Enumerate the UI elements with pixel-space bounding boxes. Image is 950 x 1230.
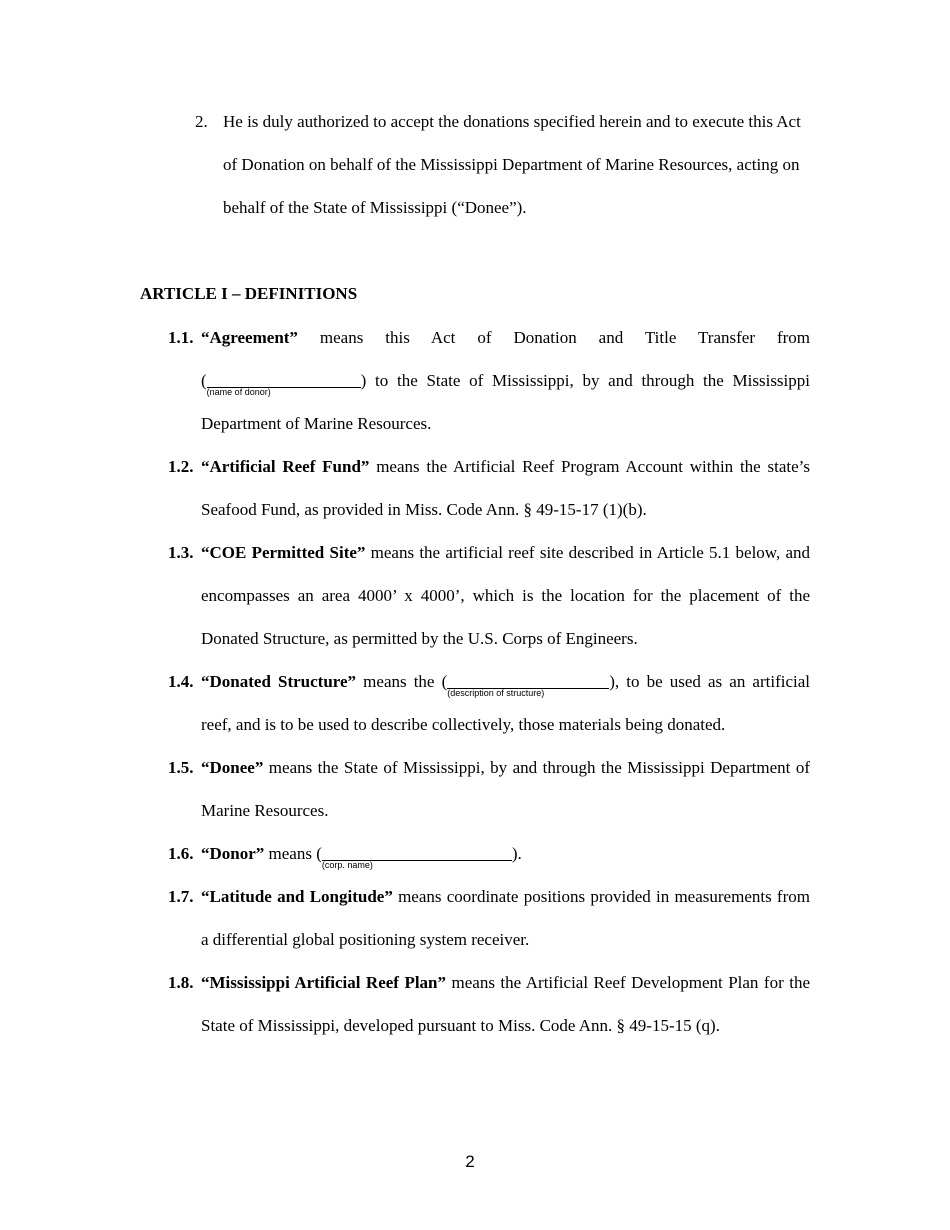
definition-number: 1.6. — [168, 844, 194, 863]
definition-text-rest: ), to be used as an artificial reef, and is to be used to describe collectively, those materials being donated. — [201, 672, 811, 734]
definition-term: “Artificial Reef Fund” — [201, 457, 370, 476]
definition-number: 1.8. — [168, 973, 194, 992]
numbered-clause-2 — [195, 100, 817, 229]
definition-open-paren: ( — [201, 371, 207, 390]
article-heading: ARTICLE I – DEFINITIONS — [140, 284, 358, 303]
definition-agreement — [168, 316, 810, 445]
definition-body — [201, 531, 810, 660]
definition-number: 1.1. — [168, 328, 194, 347]
definition-term: “Donor” — [201, 844, 265, 863]
definition-text: means the artificial reef site described in Article 5.1 below, and encompasses an area 4000’ x 4000’, which is the location for the placement of the Donated Structure, as permitted by the U.S. Corps of Engineers. — [201, 543, 811, 648]
definition-body — [201, 875, 810, 961]
definition-donee — [168, 746, 810, 832]
definition-number: 1.2. — [168, 457, 194, 476]
definition-term: “Donee” — [201, 758, 264, 777]
definition-body — [201, 832, 810, 875]
definition-text: means ( — [268, 844, 322, 863]
definition-donor — [168, 832, 810, 875]
definition-donated-structure — [168, 660, 810, 746]
definition-term: “Latitude and Longitude” — [201, 887, 393, 906]
definition-term: “COE Permitted Site” — [201, 543, 366, 562]
clause-text: He is duly authorized to accept the donations specified herein and to execute this Act of Donation on behalf of the Mississippi Department of Marine Resources, acting on behalf of the State of Mississippi (“Donee”). — [223, 112, 801, 217]
definition-body — [201, 746, 810, 832]
structure-description-blank[interactable] — [447, 670, 609, 698]
definition-text: means the ( — [363, 672, 448, 691]
definition-text: means the Artificial Reef Development Plan for the State of Mississippi, developed pursuant to Miss. Code Ann. § 49-15-15 (q). — [201, 973, 810, 1035]
definition-body — [201, 316, 810, 445]
definition-term: “Mississippi Artificial Reef Plan” — [201, 973, 447, 992]
page-number: 2 — [465, 1152, 475, 1171]
definition-text: means the State of Mississippi, by and through the Mississippi Department of Marine Resources. — [201, 758, 810, 820]
definition-body — [201, 660, 810, 746]
definition-term: “Donated Structure” — [201, 672, 357, 691]
definition-text: means this Act of Donation and Title Transfer from — [319, 328, 810, 347]
corp-name-blank[interactable] — [321, 842, 512, 870]
definition-number: 1.7. — [168, 887, 194, 906]
definition-text: means coordinate positions provided in measurements from a differential global positioning system receiver. — [201, 887, 810, 949]
definition-mississippi-artificial-reef-plan — [168, 961, 810, 1047]
definition-number: 1.4. — [168, 672, 194, 691]
definition-artificial-reef-fund — [168, 445, 810, 531]
definition-body — [201, 961, 810, 1047]
definition-text-rest: ). — [511, 844, 522, 863]
clause-number: 2. — [195, 112, 208, 131]
donor-name-blank[interactable] — [206, 369, 361, 397]
definition-coe-permitted-site — [168, 531, 810, 660]
definition-term: “Agreement” — [201, 328, 298, 347]
definition-body — [201, 445, 810, 531]
definition-text: means the Artificial Reef Program Account within the state’s Seafood Fund, as provided in Miss. Code Ann. § 49-15-17 (1)(b). — [201, 457, 811, 519]
definition-first-line — [201, 316, 810, 359]
definition-number: 1.5. — [168, 758, 194, 777]
blank-hint: (corp. name) — [321, 860, 373, 870]
definition-text-rest: ) to the State of Mississippi, by and through the Mississippi Department of Marine Resources. — [201, 371, 810, 433]
definition-latitude-longitude — [168, 875, 810, 961]
blank-hint: (name of donor) — [206, 387, 271, 397]
definition-number: 1.3. — [168, 543, 194, 562]
blank-hint: (description of structure) — [447, 688, 545, 698]
